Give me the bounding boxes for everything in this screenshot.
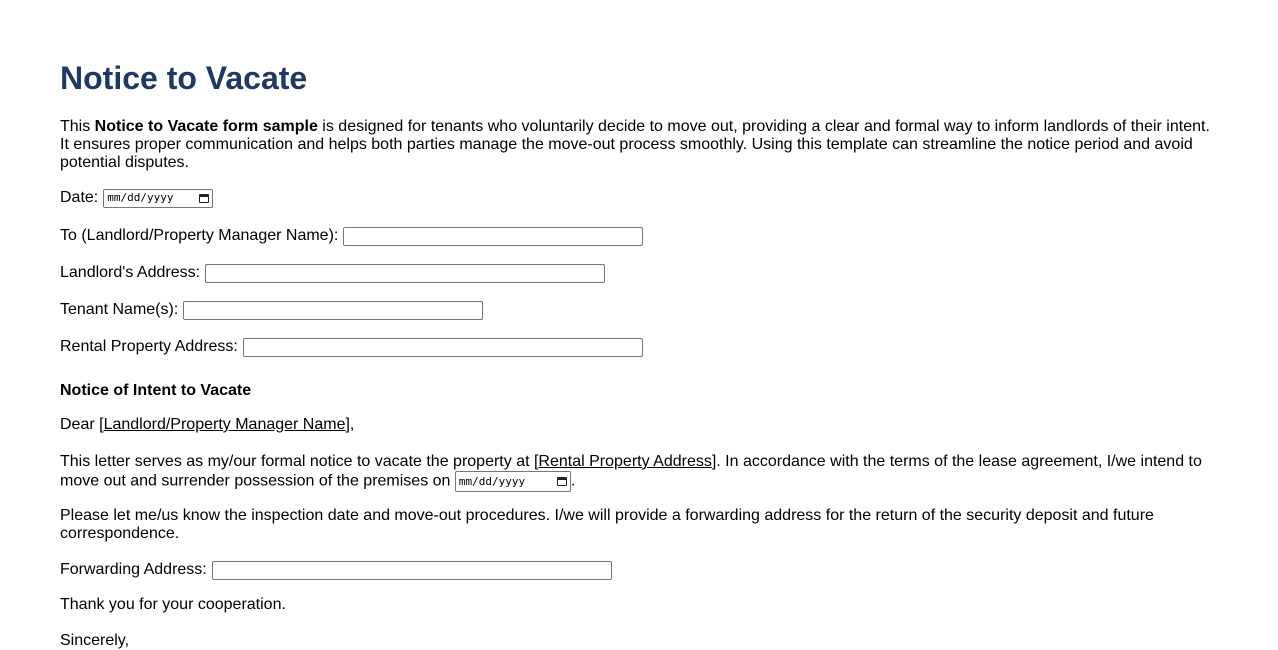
- landlord-name-placeholder-link: Landlord/Property Manager Name: [103, 416, 346, 433]
- landlord-address-input[interactable]: [205, 264, 605, 283]
- calendar-icon[interactable]: [557, 477, 567, 486]
- page-title: Notice to Vacate: [60, 60, 308, 96]
- forwarding-address-input[interactable]: [212, 561, 612, 580]
- rental-address-label: Rental Property Address:: [60, 338, 238, 355]
- rental-address-row: [60, 337, 643, 357]
- rental-address-input[interactable]: [243, 338, 643, 357]
- landlord-name-input[interactable]: [343, 227, 643, 246]
- rental-address-placeholder-link: Rental Property Address: [538, 453, 712, 470]
- thanks-line: Thank you for your cooperation.: [60, 596, 286, 613]
- forwarding-address-row: [60, 560, 612, 580]
- to-label: To (Landlord/Property Manager Name):: [60, 227, 339, 244]
- tenant-names-label: Tenant Name(s):: [60, 301, 179, 318]
- intro-paragraph: [60, 118, 1220, 172]
- para1-a: This letter serves as my/our formal notice to vacate the property at [: [60, 453, 539, 470]
- forwarding-address-label: Forwarding Address:: [60, 561, 207, 578]
- salutation-prefix: Dear [: [60, 416, 104, 433]
- move-out-date-input[interactable]: [455, 471, 571, 492]
- notice-paragraph: [60, 452, 1220, 492]
- closing-line: Sincerely,: [60, 632, 130, 649]
- date-label: Date:: [60, 189, 99, 206]
- letter-heading: Notice of Intent to Vacate: [60, 382, 252, 399]
- intro-bold-term: Notice to Vacate form sample: [94, 118, 318, 135]
- date-input[interactable]: [103, 189, 213, 208]
- move-out-date-placeholder: mm/dd/yyyy: [458, 475, 526, 488]
- intro-suffix: is designed for tenants who voluntarily decide to move out, providing a clear and formal way to inform landlords of their intent. It ensures proper communication and helps both parties manage the move-out process smoothly. Using this template can streamline the notice period and avoid potential disputes.: [60, 118, 1210, 171]
- calendar-icon[interactable]: [199, 194, 209, 203]
- tenant-names-row: [60, 300, 483, 320]
- intro-prefix: This: [60, 118, 95, 135]
- to-row: [60, 226, 643, 246]
- inspection-paragraph: Please let me/us know the inspection date and move-out procedures. I/we will provide a forwarding address for the return of the security deposit and future correspondence.: [60, 507, 1154, 542]
- para1-end: .: [570, 472, 576, 490]
- para1-b: ]. In accordance with the terms of the lease agreement, I/we intend to move out and surrender possession of the premises on: [60, 453, 1202, 490]
- landlord-address-label: Landlord's Address:: [60, 264, 201, 281]
- salutation: [60, 416, 1220, 434]
- date-placeholder: mm/dd/yyyy: [107, 191, 174, 204]
- landlord-address-row: [60, 263, 605, 283]
- salutation-suffix: ],: [345, 416, 355, 433]
- tenant-names-input[interactable]: [183, 301, 483, 320]
- date-row: [60, 188, 213, 208]
